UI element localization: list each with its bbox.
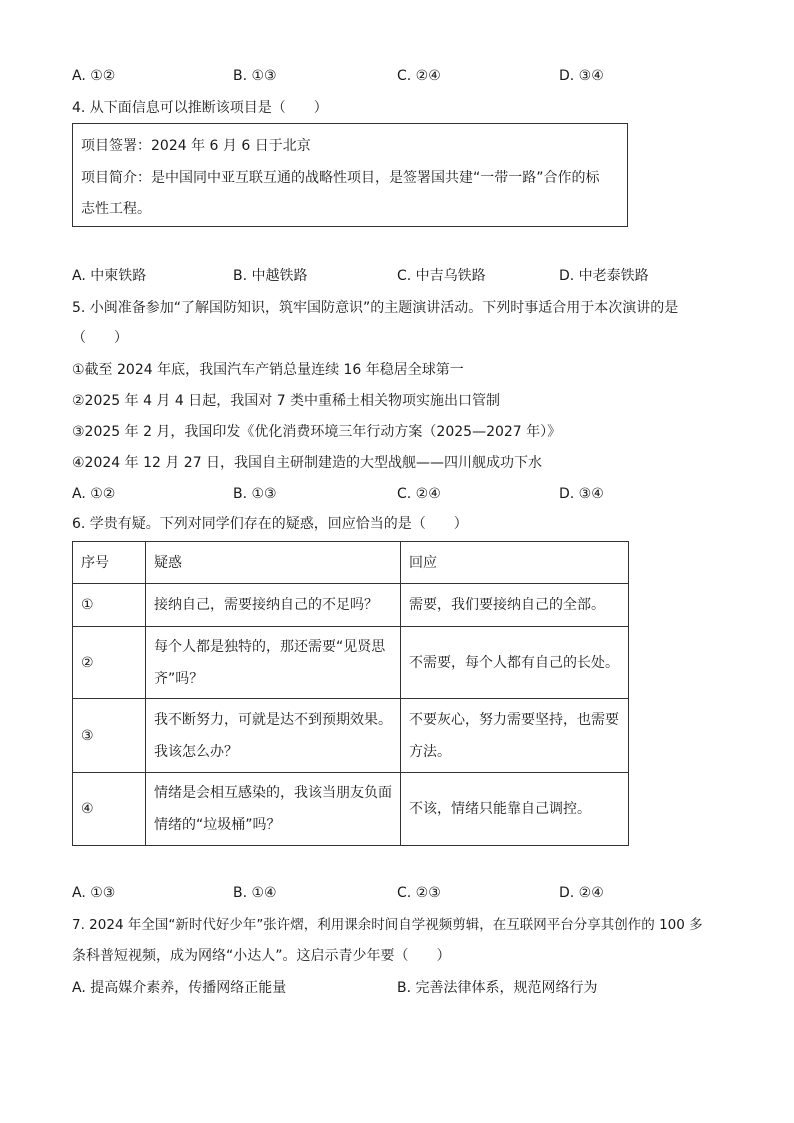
q5-stem-paren: （ ） bbox=[72, 330, 128, 346]
q7-option-b: B. 完善法律体系，规范网络行为 bbox=[397, 980, 598, 996]
row-doubt bbox=[146, 627, 401, 699]
q7-stem: 7. 2024 年全国“新时代好少年”张许熠，利用课余时间自学视频剪辑，在互联网平台分享其创作的 100 多 bbox=[72, 917, 703, 933]
q5-option-d: D. ③④ bbox=[559, 486, 604, 502]
q4-box-line: 志性工程。 bbox=[81, 201, 151, 217]
row-doubt bbox=[146, 699, 401, 773]
reply-line: 不该，情绪只能靠自己调控。 bbox=[409, 801, 591, 817]
q6-option-b: B. ①④ bbox=[233, 885, 277, 901]
q6-option-d: D. ②④ bbox=[559, 885, 604, 901]
q3-option-b: B. ①③ bbox=[233, 68, 277, 84]
table-row bbox=[73, 584, 629, 627]
q4-option-c: C. 中吉乌铁路 bbox=[397, 268, 486, 284]
q5-option-b: B. ①③ bbox=[233, 486, 277, 502]
row-no: ③ bbox=[73, 699, 146, 773]
q4-option-d: D. 中老泰铁路 bbox=[559, 268, 649, 284]
row-doubt bbox=[146, 773, 401, 846]
row-reply bbox=[401, 584, 629, 627]
q3-option-c: C. ②④ bbox=[397, 68, 441, 84]
table-row bbox=[73, 773, 629, 846]
q5-option-c: C. ②④ bbox=[397, 486, 441, 502]
q4-box-line: 项目签署：2024 年 6 月 6 日于北京 bbox=[81, 138, 311, 154]
q7-option-a: A. 提高媒介素养，传播网络正能量 bbox=[72, 980, 287, 996]
row-no: ① bbox=[73, 584, 146, 627]
doubt-line: 情绪是会相互感染的，我该当朋友负面 bbox=[154, 785, 392, 801]
header-reply: 回应 bbox=[401, 542, 629, 584]
q3-option-a: A. ①② bbox=[72, 68, 116, 84]
doubt-line: 情绪的“垃圾桶”吗？ bbox=[154, 817, 281, 833]
doubt-line: 我不断努力，可就是达不到预期效果。 bbox=[154, 711, 392, 728]
reply-line: 不要灰心，努力需要坚持，也需要 bbox=[409, 711, 619, 728]
q4-box-line: 项目简介：是中国同中亚互联互通的战略性项目，是签署国共建“一带一路”合作的标 bbox=[81, 170, 600, 186]
row-reply bbox=[401, 699, 629, 773]
q5-item: ①截至 2024 年底，我国汽车产销总量连续 16 年稳居全球第一 bbox=[72, 362, 464, 378]
q3-option-d: D. ③④ bbox=[559, 68, 604, 84]
reply-line: 方法。 bbox=[409, 743, 451, 760]
row-no: ④ bbox=[73, 773, 146, 846]
q5-item: ②2025 年 4 月 4 日起，我国对 7 类中重稀土相关物项实施出口管制 bbox=[72, 393, 501, 409]
q5-stem: 5. 小闽准备参加“了解国防知识，筑牢国防意识”的主题演讲活动。下列时事适合用于本次演讲的是 bbox=[72, 300, 679, 316]
table-header-row bbox=[73, 542, 629, 584]
table-row bbox=[73, 699, 629, 773]
q6-table bbox=[72, 541, 629, 846]
q7-stem-line2: 条科普短视频，成为网络“小达人”。这启示青少年要（ ） bbox=[72, 948, 451, 964]
reply-line: 不需要，每个人都有自己的长处。 bbox=[409, 654, 619, 671]
q4-info-box bbox=[72, 123, 628, 227]
doubt-line: 每个人都是独特的，那还需要“见贤思 bbox=[154, 638, 386, 655]
row-doubt bbox=[146, 584, 401, 627]
header-no: 序号 bbox=[73, 542, 146, 584]
table-row bbox=[73, 627, 629, 699]
doubt-line: 接纳自己，需要接纳自己的不足吗？ bbox=[154, 597, 378, 613]
q5-item: ③2025 年 2 月，我国印发《优化消费环境三年行动方案（2025—2027 年）》 bbox=[72, 424, 562, 440]
q6-stem: 6. 学贵有疑。下列对同学们存在的疑惑，回应恰当的是（ ） bbox=[72, 516, 468, 532]
q5-item: ④2024 年 12 月 27 日，我国自主研制建造的大型战舰——四川舰成功下水 bbox=[72, 455, 543, 471]
doubt-line: 我该怎么办？ bbox=[154, 743, 238, 760]
doubt-line: 齐”吗？ bbox=[154, 670, 204, 687]
q6-option-a: A. ①③ bbox=[72, 885, 116, 901]
row-reply bbox=[401, 773, 629, 846]
row-reply bbox=[401, 627, 629, 699]
header-doubt: 疑惑 bbox=[146, 542, 401, 584]
q6-option-c: C. ②③ bbox=[397, 885, 441, 901]
q4-option-b: B. 中越铁路 bbox=[233, 268, 308, 284]
row-no: ② bbox=[73, 627, 146, 699]
reply-line: 需要，我们要接纳自己的全部。 bbox=[409, 597, 605, 613]
q5-option-a: A. ①② bbox=[72, 486, 116, 502]
q4-stem: 4. 从下面信息可以推断该项目是（ ） bbox=[72, 100, 328, 116]
q4-option-a: A. 中柬铁路 bbox=[72, 268, 147, 284]
